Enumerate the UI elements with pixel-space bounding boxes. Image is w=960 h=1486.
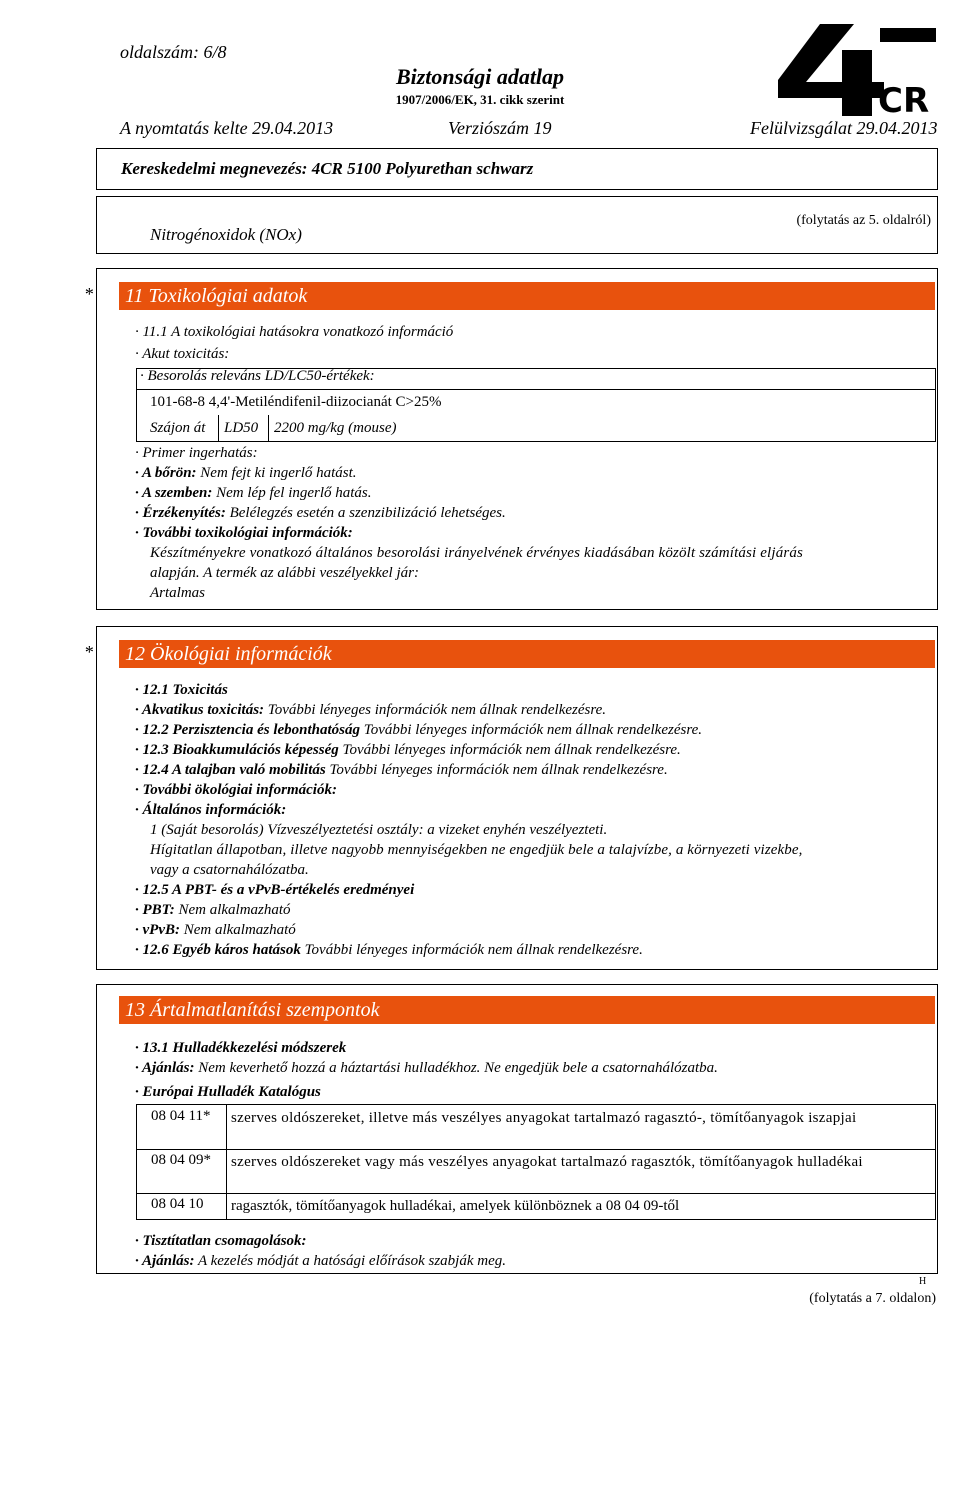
s11-info-heading: · 11.1 A toxikológiai hatásokra vonatkozó információ [135, 324, 454, 340]
s12-toxicity [135, 680, 228, 700]
s12-pbt-heading [135, 880, 414, 900]
substance-nox: Nitrogénoxidok (NOx) [150, 225, 302, 244]
company-logo [772, 20, 940, 120]
s13-packaging-label: · Tisztítatlan csomagolások: [135, 1233, 307, 1249]
section-12-heading: 12 Ökológiai információk [119, 640, 935, 668]
s12-pbt-heading-text: · 12.5 A PBT- és a vPvB-értékelés eredményei [135, 882, 415, 898]
s12-mobility-value: További lényeges információk nem állnak rendelkezésre. [329, 762, 668, 778]
s13-packaging [135, 1231, 307, 1251]
s12-further-eco [135, 780, 337, 800]
s12-vpvb-value: Nem alkalmazható [183, 922, 296, 938]
s12-pbt [135, 900, 291, 920]
s11-sensitisation [135, 503, 506, 523]
table-row [137, 1105, 935, 1150]
s12-mobility [135, 760, 668, 780]
s12-general-line-2: Hígitatlan állapotban, illetve nagyobb mennyiségekben ne engedjük bele a talajvízbe, a környezeti vizekbe, [150, 842, 803, 858]
s12-other-value: További lényeges információk nem állnak rendelkezésre. [304, 942, 643, 958]
s12-vpvb [135, 920, 296, 940]
s11-skin-value: Nem fejt ki ingerlő hatást. [200, 465, 357, 481]
s13-catalog [135, 1082, 321, 1102]
trade-name-box [96, 148, 938, 190]
ld50-cell-divider-1 [218, 415, 219, 441]
ld50-value: 2200 mg/kg (mouse) [274, 420, 397, 436]
s11-primary-irritation: · Primer ingerhatás: [135, 445, 258, 461]
s13-packaging-rec [135, 1251, 506, 1271]
s11-eye-value: Nem lép fel ingerlő hatás. [216, 485, 372, 501]
s12-general-line-1: 1 (Saját besorolás) Vízveszélyeztetési osztály: a vizeket enyhén veszélyezteti. [150, 822, 608, 838]
table-row [137, 1193, 935, 1219]
waste-description: ragasztók, tömítőanyagok hulladékai, amelyek különböznek a 08 04 09-től [231, 1198, 680, 1214]
document-subtitle: 1907/2006/EK, 31. cikk szerint [395, 92, 565, 107]
section-11-change-marker: * [84, 284, 93, 304]
waste-code: 08 04 09* [151, 1152, 211, 1168]
s11-sens-label: · Érzékenyítés: [135, 505, 226, 521]
ld50-table-divider [137, 389, 935, 390]
table-row [137, 1149, 935, 1194]
waste-code: 08 04 11* [151, 1108, 211, 1124]
s13-catalog-label: · Európai Hulladék Katalógus [135, 1084, 321, 1100]
s11-further-line-1: Készítményekre vonatkozó általános besorolási irányelvének érvényes kiadásában közölt számítási eljárás [150, 545, 803, 561]
s12-pbt-value: Nem alkalmazható [178, 902, 291, 918]
s11-further-line-3: Artalmas [150, 585, 206, 601]
s11-eye [135, 483, 372, 503]
footer-mark: H [919, 1276, 927, 1287]
s11-skin-label: · A bőrön: [135, 465, 197, 481]
waste-description: szerves oldószereket vagy más veszélyes anyagokat tartalmazó ragasztók, tömítőanyagok hulladékai [231, 1154, 863, 1170]
s12-toxicity-label: · 12.1 Toxicitás [135, 682, 228, 698]
s12-general-line-3: vagy a csatornahálózatba. [150, 862, 309, 878]
s13-recommendation [135, 1058, 718, 1078]
continuation-from-note: (folytatás az 5. oldalról) [796, 213, 931, 228]
ld50-substance: 101-68-8 4,4'-Metiléndifenil-diizocianát C>25% [150, 394, 442, 410]
page-number: oldalszám: 6/8 [120, 42, 227, 62]
s12-aquatic-value: További lényeges információk nem állnak rendelkezésre. [267, 702, 607, 718]
waste-catalog-table [136, 1104, 936, 1220]
s12-bioaccumulation [135, 740, 681, 760]
ld50-type: LD50 [224, 420, 259, 436]
s12-general-info [135, 800, 286, 820]
s13-rec-label: · Ajánlás: [135, 1060, 195, 1076]
s12-aquatic [135, 700, 606, 720]
s11-further-label-text: · További toxikológiai információk: [135, 525, 353, 541]
ld50-table-head: · Besorolás releváns LD/LC50-értékek: [140, 368, 375, 384]
s12-pbt-label: · PBT: [135, 902, 175, 918]
s12-persistence [135, 720, 702, 740]
s13-pack-rec-label: · Ajánlás: [135, 1253, 195, 1269]
svg-text:CR: CR [878, 81, 930, 120]
section-12-change-marker: * [84, 642, 93, 662]
s11-eye-label: · A szemben: [135, 485, 213, 501]
s12-general-label: · Általános információk: [135, 802, 287, 818]
s13-pack-rec-value: A kezelés módját a hatósági előírások szabják meg. [197, 1253, 506, 1269]
s12-vpvb-label: · vPvB: [135, 922, 180, 938]
waste-description: szerves oldószereket, illetve más veszélyes anyagokat tartalmazó ragasztó-, tömítőanyagok iszapjai [231, 1110, 857, 1126]
section-11-heading: 11 Toxikológiai adatok [119, 282, 935, 310]
s12-other-effects [135, 940, 643, 960]
s12-persist-label: · 12.2 Perzisztencia és lebonthatóság [135, 722, 361, 738]
s12-persist-value: További lényeges információk nem állnak rendelkezésre. [363, 722, 703, 738]
version-number: Verziószám 19 [448, 118, 552, 138]
review-date: Felülvizsgálat 29.04.2013 [750, 118, 938, 138]
s11-skin [135, 463, 357, 483]
s13-rec-value: Nem keverhető hozzá a háztartási hulladékhoz. Ne engedjük bele a csatornahálózatba. [198, 1060, 718, 1076]
waste-code: 08 04 10 [151, 1196, 204, 1212]
s13-methods [135, 1038, 346, 1058]
continuation-to-note: (folytatás a 7. oldalon) [809, 1291, 936, 1306]
section-13-heading: 13 Ártalmatlanítási szempontok [119, 996, 935, 1024]
s12-other-label: · 12.6 Egyéb káros hatások [135, 942, 301, 958]
s12-aquatic-label: · Akvatikus toxicitás: [135, 702, 265, 718]
s12-further-eco-label: · További ökológiai információk: [135, 782, 337, 798]
ld50-route: Szájon át [150, 420, 206, 436]
s11-acute-toxicity: · Akut toxicitás: [135, 346, 230, 362]
s12-mobility-label: · 12.4 A talajban való mobilitás [135, 762, 326, 778]
s11-further-info-label [135, 523, 353, 543]
ld50-cell-divider-2 [268, 415, 269, 441]
document-title: Biztonsági adatlap [395, 64, 565, 89]
trade-name: Kereskedelmi megnevezés: 4CR 5100 Polyurethan schwarz [121, 159, 534, 178]
s13-methods-label: · 13.1 Hulladékkezelési módszerek [135, 1040, 347, 1056]
continuation-box [96, 196, 938, 254]
print-date: A nyomtatás kelte 29.04.2013 [120, 118, 334, 138]
s11-sens-value: Belélegzés esetén a szenzibilizáció lehetséges. [229, 505, 506, 521]
s12-bioacc-value: További lényeges információk nem állnak rendelkezésre. [342, 742, 681, 758]
s12-bioacc-label: · 12.3 Bioakkumulációs képesség [135, 742, 339, 758]
s11-further-line-2: alapján. A termék az alábbi veszélyekkel jár: [150, 565, 419, 581]
